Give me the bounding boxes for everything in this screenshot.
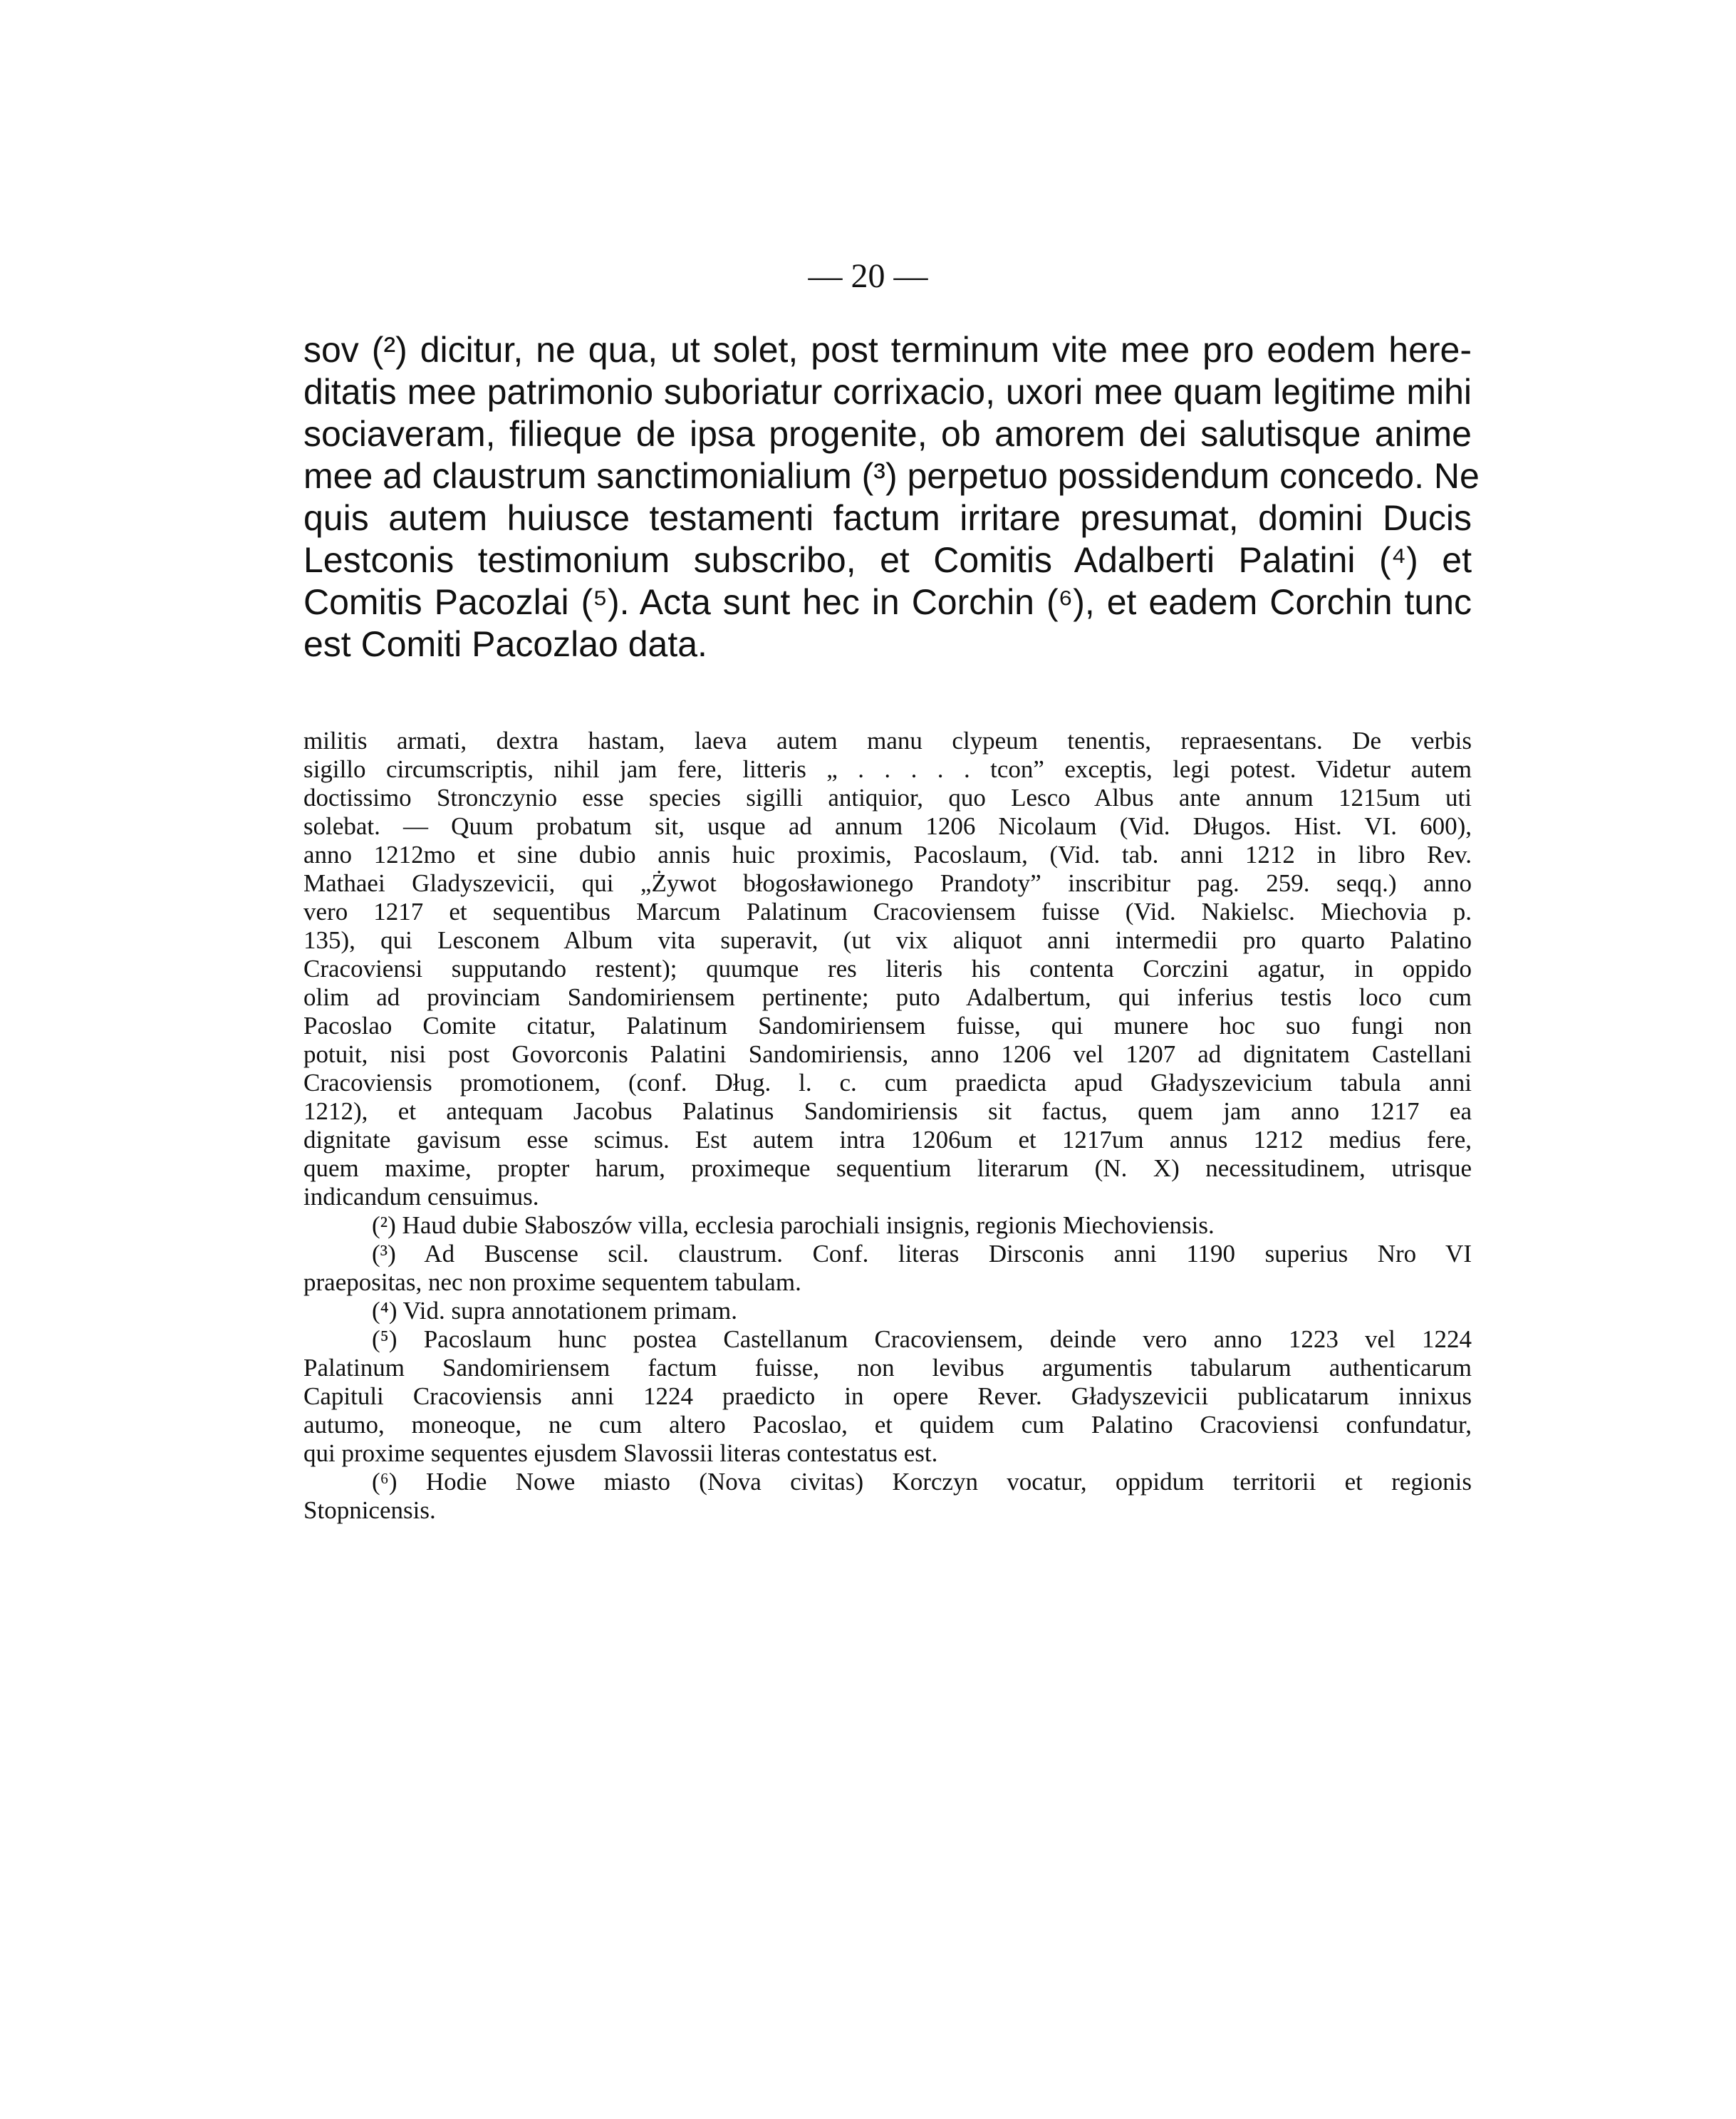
footnote-line: anno 1212mo et sine dubio annis huic proximis, Pacoslaum, (Vid. tab. anni 1212 in libro Rev.	[303, 841, 1472, 869]
footnote-line: quem maxime, propter harum, proximeque sequentium literarum (N. X) necessitudinem, utrisque	[303, 1154, 1472, 1182]
footnote-line: 1212), et antequam Jacobus Palatinus Sandomiriensis sit factus, quem jam anno 1217 ea	[303, 1097, 1472, 1125]
main-text-line: ditatis mee patrimonio suboriatur corrixacio, uxori mee quam legitime mihi	[303, 372, 1472, 412]
footnote-line: (²) Haud dubie Słaboszów villa, ecclesia parochiali insignis, regionis Miechoviensis.	[372, 1211, 1215, 1239]
footnote-line: Capituli Cracoviensis anni 1224 praedicto in opere Rever. Gładyszevicii publicatarum innixus	[303, 1382, 1472, 1410]
footnote-line: Palatinum Sandomiriensem factum fuisse, non levibus argumentis tabularum authenticarum	[303, 1354, 1472, 1382]
footnote-line: (³) Ad Buscense scil. claustrum. Conf. literas Dirsconis anni 1190 superius Nro VI	[372, 1240, 1472, 1268]
footnote-line: vero 1217 et sequentibus Marcum Palatinum Cracoviensem fuisse (Vid. Nakielsc. Miechovia p.	[303, 898, 1472, 926]
main-text-line: est Comiti Pacozlao data.	[303, 624, 707, 664]
footnote-line: qui proxime sequentes ejusdem Slavossii literas contestatus est.	[303, 1439, 938, 1467]
footnote-line: autumo, moneoque, ne cum altero Pacoslao, et quidem cum Palatino Cracoviensi confundatur,	[303, 1411, 1472, 1439]
main-text	[303, 329, 1480, 665]
footnote-line: doctissimo Stronczynio esse species sigilli antiquior, quo Lesco Albus ante annum 1215um uti	[303, 784, 1472, 812]
footnote-line: Cracoviensis promotionem, (conf. Dług. l. c. cum praedicta apud Gładyszevicium tabula anni	[303, 1069, 1472, 1097]
footnotes	[303, 727, 1472, 1525]
footnote-line: dignitate gavisum esse scimus. Est autem intra 1206um et 1217um annus 1212 medius fere,	[303, 1126, 1472, 1154]
footnote-line: olim ad provinciam Sandomiriensem pertinente; puto Adalbertum, qui inferius testis loco cum	[303, 983, 1472, 1011]
main-text-line: Comitis Pacozlai (⁵). Acta sunt hec in Corchin (⁶), et eadem Corchin tunc	[303, 582, 1472, 622]
footnote-line: Mathaei Gladyszevicii, qui „Żywot błogosławionego Prandoty” inscribitur pag. 259. seqq.) anno	[303, 869, 1472, 897]
footnote-line: 135), qui Lesconem Album vita superavit, (ut vix aliquot anni intermedii pro quarto Palatino	[303, 926, 1472, 954]
main-text-line: sov (²) dicitur, ne qua, ut solet, post terminum vite mee pro eodem here-	[303, 330, 1472, 370]
footnote-4	[303, 1297, 1472, 1325]
main-text-line: mee ad claustrum sanctimonialium (³) perpetuo possidendum concedo. Ne	[303, 456, 1480, 496]
main-text-line: Lestconis testimonium subscribo, et Comitis Adalberti Palatini (⁴) et	[303, 540, 1472, 580]
footnote-line: potuit, nisi post Govorconis Palatini Sandomiriensis, anno 1206 vel 1207 ad dignitatem Castellani	[303, 1040, 1472, 1068]
footnote-line: (⁵) Pacoslaum hunc postea Castellanum Cracoviensem, deinde vero anno 1223 vel 1224	[372, 1325, 1472, 1353]
footnote-6	[303, 1468, 1472, 1525]
footnote-line: (⁴) Vid. supra annotationem primam.	[372, 1297, 737, 1325]
footnote-3	[303, 1240, 1472, 1297]
page-number: — 20 —	[808, 257, 928, 295]
footnote-2	[303, 1211, 1472, 1240]
main-text-line: sociaveram, filieque de ipsa progenite, ob amorem dei salutisque anime	[303, 414, 1472, 454]
footnote-line: indicandum censuimus.	[303, 1183, 539, 1211]
footnote-line: sigillo circumscriptis, nihil jam fere, litteris „ . . . . . tcon” exceptis, legi potest. Videtur autem	[303, 755, 1472, 783]
footnote-line: (⁶) Hodie Nowe miasto (Nova civitas) Korczyn vocatur, oppidum territorii et regionis	[372, 1468, 1472, 1496]
main-text-line: quis autem huiusce testamenti factum irritare presumat, domini Ducis	[303, 498, 1472, 538]
footnote-line: Cracoviensi supputando restent); quumque res literis his contenta Corczini agatur, in oppido	[303, 955, 1472, 983]
footnote-continuation	[303, 727, 1472, 1211]
footnote-line: solebat. — Quum probatum sit, usque ad annum 1206 Nicolaum (Vid. Długos. Hist. VI. 600),	[303, 812, 1472, 840]
footnote-line: militis armati, dextra hastam, laeva autem manu clypeum tenentis, repraesentans. De verbis	[303, 727, 1472, 755]
footnote-line: Stopnicensis.	[303, 1496, 436, 1524]
footnote-5	[303, 1325, 1472, 1468]
footnote-line: praepositas, nec non proxime sequentem tabulam.	[303, 1268, 801, 1296]
footnote-line: Pacoslao Comite citatur, Palatinum Sandomiriensem fuisse, qui munere hoc suo fungi non	[303, 1012, 1472, 1040]
